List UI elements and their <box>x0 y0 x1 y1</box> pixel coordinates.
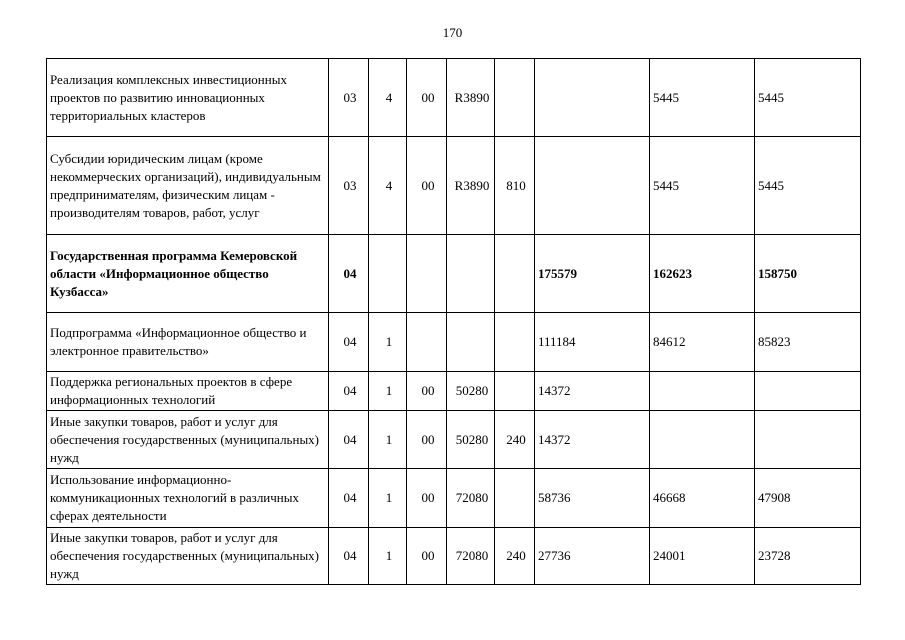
direction-code: 72080 <box>447 528 495 585</box>
page-number: 170 <box>442 25 463 40</box>
amount-2020: 46668 <box>650 469 755 528</box>
row-name: Субсидии юридическим лицам (кроме некоммерческих организаций), индивидуальным предпринимателям, физическим лицам - производителям товаров, работ, услуг <box>47 137 329 235</box>
direction-code: R3890 <box>447 137 495 235</box>
row-name: Использование информационно-коммуникационных технологий в различных сферах деятельности <box>47 469 329 528</box>
direction-code: 72080 <box>447 469 495 528</box>
subprogram-code <box>407 313 447 372</box>
expense-type-code <box>495 372 535 411</box>
amount-2021: 85823 <box>755 313 861 372</box>
amount-2019: 58736 <box>535 469 650 528</box>
section-code: 03 <box>329 59 369 137</box>
program-code: 4 <box>369 59 407 137</box>
table-row <box>47 411 861 469</box>
table-row <box>47 528 861 585</box>
amount-2019: 14372 <box>535 372 650 411</box>
row-name: Иные закупки товаров, работ и услуг для обеспечения государственных (муниципальных) нужд <box>47 411 329 469</box>
direction-code: 50280 <box>447 411 495 469</box>
row-name: Государственная программа Кемеровской области «Информационное общество Кузбасса» <box>47 235 329 313</box>
amount-2020 <box>650 372 755 411</box>
section-code: 03 <box>329 137 369 235</box>
amount-2021: 158750 <box>755 235 861 313</box>
section-code: 04 <box>329 235 369 313</box>
table-row <box>47 313 861 372</box>
amount-2019 <box>535 59 650 137</box>
section-code: 04 <box>329 313 369 372</box>
amount-2021 <box>755 372 861 411</box>
expense-type-code: 810 <box>495 137 535 235</box>
amount-2019: 27736 <box>535 528 650 585</box>
program-code: 1 <box>369 372 407 411</box>
row-name: Иные закупки товаров, работ и услуг для обеспечения государственных (муниципальных) нужд <box>47 528 329 585</box>
amount-2021: 23728 <box>755 528 861 585</box>
amount-2021 <box>755 411 861 469</box>
row-name: Подпрограмма «Информационное общество и электронное правительство» <box>47 313 329 372</box>
section-code: 04 <box>329 469 369 528</box>
amount-2019: 175579 <box>535 235 650 313</box>
amount-2020: 84612 <box>650 313 755 372</box>
row-name: Реализация комплексных инвестиционных проектов по развитию инновационных территориальных кластеров <box>47 59 329 137</box>
direction-code <box>447 235 495 313</box>
section-code: 04 <box>329 411 369 469</box>
amount-2021: 5445 <box>755 59 861 137</box>
direction-code <box>447 313 495 372</box>
table-row <box>47 469 861 528</box>
table-row <box>47 372 861 411</box>
program-code <box>369 235 407 313</box>
subprogram-code <box>407 235 447 313</box>
amount-2020: 24001 <box>650 528 755 585</box>
subprogram-code: 00 <box>407 372 447 411</box>
expense-type-code <box>495 235 535 313</box>
amount-2020: 162623 <box>650 235 755 313</box>
table-row <box>47 137 861 235</box>
amount-2019 <box>535 137 650 235</box>
direction-code: 50280 <box>447 372 495 411</box>
table-row <box>47 59 861 137</box>
expense-type-code <box>495 59 535 137</box>
amount-2021: 47908 <box>755 469 861 528</box>
program-code: 1 <box>369 313 407 372</box>
section-code: 04 <box>329 372 369 411</box>
budget-table <box>46 58 861 585</box>
subprogram-code: 00 <box>407 59 447 137</box>
amount-2021: 5445 <box>755 137 861 235</box>
amount-2020: 5445 <box>650 137 755 235</box>
subprogram-code: 00 <box>407 137 447 235</box>
amount-2019: 111184 <box>535 313 650 372</box>
expense-type-code <box>495 469 535 528</box>
subprogram-code: 00 <box>407 411 447 469</box>
amount-2019: 14372 <box>535 411 650 469</box>
program-code: 1 <box>369 469 407 528</box>
expense-type-code: 240 <box>495 528 535 585</box>
direction-code: R3890 <box>447 59 495 137</box>
program-code: 4 <box>369 137 407 235</box>
subprogram-code: 00 <box>407 528 447 585</box>
program-code: 1 <box>369 528 407 585</box>
amount-2020 <box>650 411 755 469</box>
amount-2020: 5445 <box>650 59 755 137</box>
row-name: Поддержка региональных проектов в сфере информационных технологий <box>47 372 329 411</box>
section-code: 04 <box>329 528 369 585</box>
expense-type-code <box>495 313 535 372</box>
subprogram-code: 00 <box>407 469 447 528</box>
table-row <box>47 235 861 313</box>
expense-type-code: 240 <box>495 411 535 469</box>
program-code: 1 <box>369 411 407 469</box>
